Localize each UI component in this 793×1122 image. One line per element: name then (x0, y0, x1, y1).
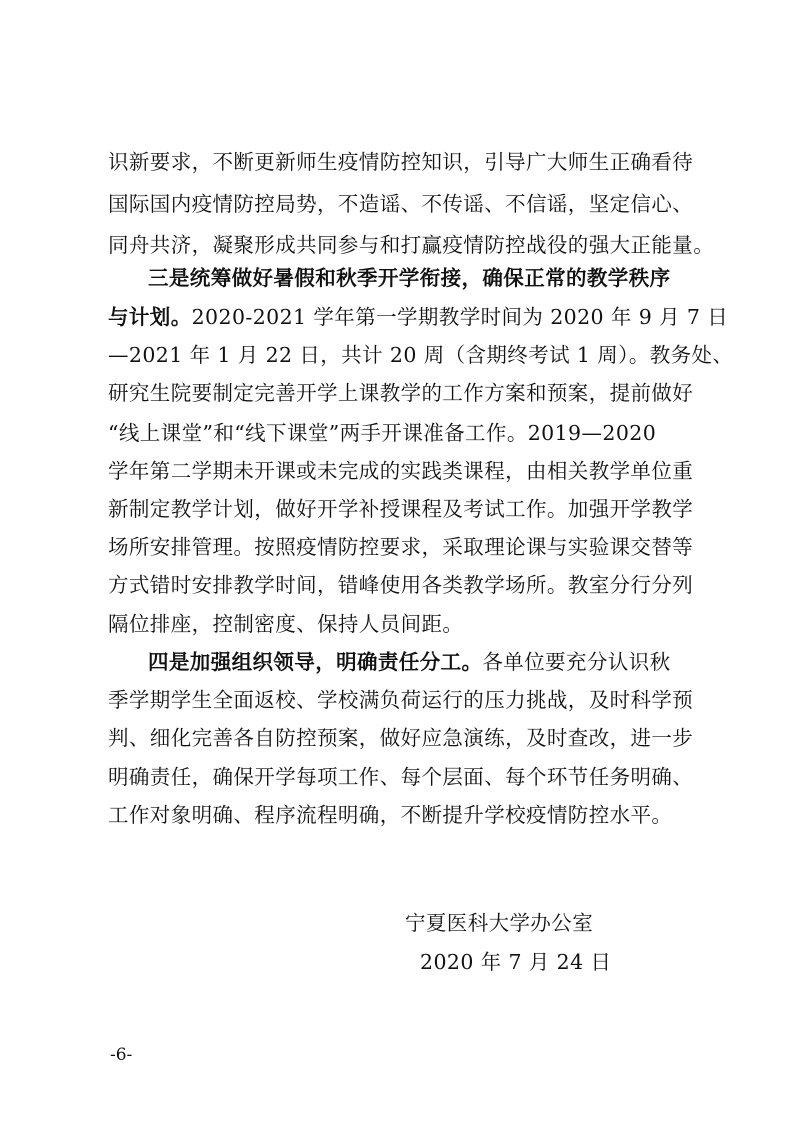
paragraph-2-line-8: 场所安排管理。按照疫情防控要求，采取理论课与实验课交替等 (108, 535, 694, 559)
paragraph-2-line-10: 隔位排座，控制密度、保持人员间距。 (108, 612, 464, 636)
page-number: -6- (110, 1045, 133, 1065)
paragraph-2-line-4: 研究生院要制定完善开学上课教学的工作方案和预案，提前做好 (108, 381, 694, 405)
paragraph-3-line-2: 季学期学生全面返校、学校满负荷运行的压力挑战，及时科学预 (108, 688, 694, 712)
paragraph-2-heading-line-1: 三是统筹做好暑假和秋季开学衔接，确保正常的教学秩序 (148, 266, 671, 290)
paragraph-3-line-1 (148, 650, 693, 674)
paragraph-3-heading: 四是加强组织领导，明确责任分工。 (148, 650, 483, 674)
paragraph-2-line-5: “线上课堂”和“线下课堂”两手开课准备工作。2019—2020 (108, 421, 657, 445)
paragraph-2-line-7: 新制定教学计划，做好开学补授课程及考试工作。加强开学教学 (108, 497, 694, 521)
paragraph-2-heading-end: 与计划。 (108, 305, 192, 329)
paragraph-3-line-1-text: 各单位要充分认识秋 (482, 650, 671, 674)
paragraph-3-line-5: 工作对象明确、程序流程明确，不断提升学校疫情防控水平。 (108, 803, 673, 827)
paragraph-1-line-1: 识新要求，不断更新师生疫情防控知识，引导广大师生正确看待 (108, 150, 694, 174)
paragraph-2-line-3: —2021 年 1 月 22 日，共计 20 周（含期终考试 1 周）。教务处、 (108, 343, 734, 367)
paragraph-3-line-4: 明确责任，确保开学每项工作、每个层面、每个环节任务明确、 (108, 765, 694, 789)
paragraph-3-line-3: 判、细化完善各自防控预案，做好应急演练，及时查改，进一步 (108, 726, 694, 750)
paragraph-2-line-6: 学年第二学期未开课或未完成的实践类课程，由相关教学单位重 (108, 459, 694, 483)
paragraph-2-line-2-text: 2020-2021 学年第一学期教学时间为 2020 年 9 月 7 日 (191, 305, 729, 329)
paragraph-1-line-2: 国际国内疫情防控局势，不造谣、不传谣、不信谣，坚定信心、 (108, 192, 694, 216)
issue-date: 2020 年 7 月 24 日 (420, 950, 612, 974)
paragraph-1-line-3: 同舟共济，凝聚形成共同参与和打赢疫情防控战役的强大正能量。 (108, 233, 715, 257)
issuer-name: 宁夏医科大学办公室 (405, 911, 594, 935)
paragraph-2-line-2 (108, 305, 729, 329)
paragraph-2-line-9: 方式错时安排教学时间，错峰使用各类教学场所。教室分行分列 (108, 573, 694, 597)
